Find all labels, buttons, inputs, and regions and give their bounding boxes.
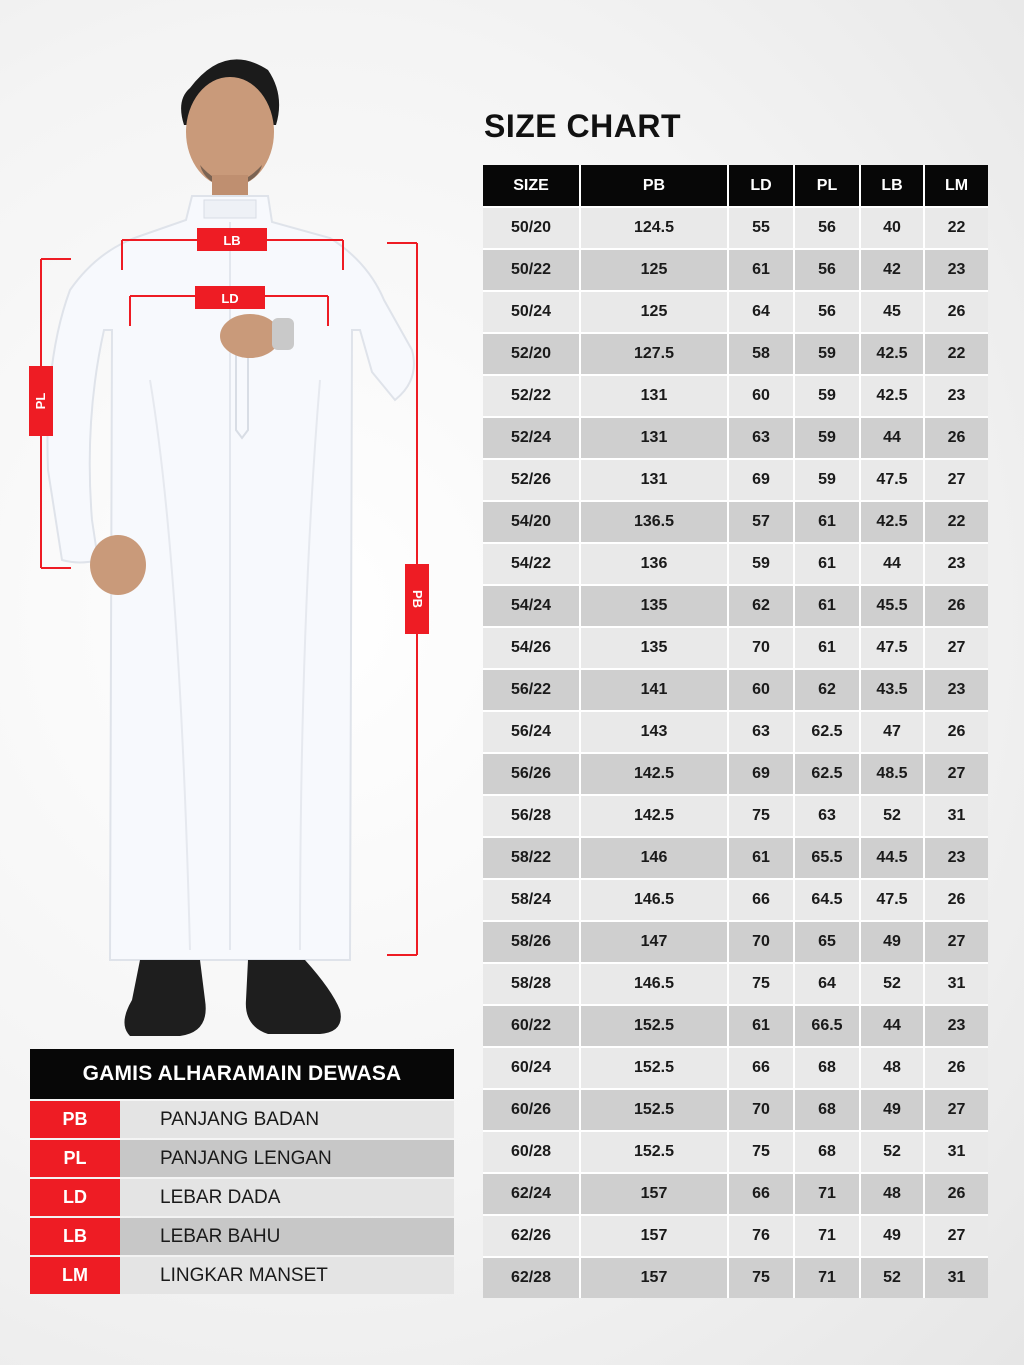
cell-lm: 23 — [924, 375, 988, 417]
cell-size: 52/20 — [483, 333, 580, 375]
cell-lm: 26 — [924, 1173, 988, 1215]
legend-code: LB — [30, 1218, 120, 1255]
cell-ld: 61 — [728, 1005, 794, 1047]
cell-pb: 157 — [580, 1173, 728, 1215]
cell-lb: 52 — [860, 1257, 924, 1298]
cell-pb: 152.5 — [580, 1131, 728, 1173]
cell-lm: 27 — [924, 1215, 988, 1257]
cell-pb: 157 — [580, 1257, 728, 1298]
lb-label: LB — [223, 233, 241, 248]
cell-size: 60/28 — [483, 1131, 580, 1173]
cell-size: 52/24 — [483, 417, 580, 459]
pl-label: PL — [33, 392, 48, 410]
cell-lm: 22 — [924, 501, 988, 543]
cell-lm: 26 — [924, 417, 988, 459]
cell-lm: 23 — [924, 249, 988, 291]
cell-lm: 26 — [924, 585, 988, 627]
legend-row-pl — [30, 1140, 454, 1177]
cell-size: 54/22 — [483, 543, 580, 585]
cell-pb: 124.5 — [580, 207, 728, 249]
table-row — [483, 333, 988, 375]
cell-size: 58/22 — [483, 837, 580, 879]
cell-ld: 75 — [728, 1257, 794, 1298]
cell-pl: 59 — [794, 459, 860, 501]
cell-pl: 62.5 — [794, 711, 860, 753]
cell-lb: 47.5 — [860, 627, 924, 669]
cell-pl: 65 — [794, 921, 860, 963]
cell-ld: 66 — [728, 1173, 794, 1215]
cell-pb: 147 — [580, 921, 728, 963]
cell-lm: 27 — [924, 753, 988, 795]
cell-ld: 60 — [728, 669, 794, 711]
cell-lm: 23 — [924, 837, 988, 879]
table-row — [483, 1173, 988, 1215]
cell-lb: 44 — [860, 543, 924, 585]
cell-lb: 44.5 — [860, 837, 924, 879]
cell-lm: 27 — [924, 921, 988, 963]
cell-pl: 71 — [794, 1173, 860, 1215]
table-row — [483, 1047, 988, 1089]
cell-ld: 59 — [728, 543, 794, 585]
cell-lb: 42.5 — [860, 375, 924, 417]
cell-lm: 27 — [924, 627, 988, 669]
cell-lm: 22 — [924, 207, 988, 249]
table-row — [483, 1257, 988, 1298]
cell-ld: 61 — [728, 249, 794, 291]
table-row — [483, 627, 988, 669]
cell-size: 62/26 — [483, 1215, 580, 1257]
table-row — [483, 1089, 988, 1131]
cell-pb: 146.5 — [580, 963, 728, 1005]
legend-code: PL — [30, 1140, 120, 1177]
cell-ld: 70 — [728, 1089, 794, 1131]
cell-pl: 59 — [794, 333, 860, 375]
cell-pb: 127.5 — [580, 333, 728, 375]
cell-lb: 48.5 — [860, 753, 924, 795]
cell-ld: 70 — [728, 921, 794, 963]
cell-lm: 27 — [924, 459, 988, 501]
cell-lb: 45.5 — [860, 585, 924, 627]
cell-size: 58/28 — [483, 963, 580, 1005]
table-row — [483, 669, 988, 711]
page-title: SIZE CHART — [484, 108, 681, 144]
cell-pb: 125 — [580, 249, 728, 291]
cell-pb: 142.5 — [580, 753, 728, 795]
cell-pl: 62.5 — [794, 753, 860, 795]
table-row — [483, 963, 988, 1005]
cell-size: 62/28 — [483, 1257, 580, 1298]
cell-pb: 146 — [580, 837, 728, 879]
cell-ld: 75 — [728, 795, 794, 837]
cell-pb: 131 — [580, 417, 728, 459]
legend-label: LEBAR BAHU — [120, 1218, 454, 1255]
cell-ld: 63 — [728, 417, 794, 459]
cell-pl: 56 — [794, 249, 860, 291]
table-row — [483, 1131, 988, 1173]
table-row — [483, 795, 988, 837]
cell-pl: 63 — [794, 795, 860, 837]
cell-lm: 31 — [924, 1131, 988, 1173]
cell-size: 54/24 — [483, 585, 580, 627]
cell-pl: 68 — [794, 1047, 860, 1089]
cell-pl: 56 — [794, 291, 860, 333]
cell-lb: 42.5 — [860, 333, 924, 375]
header-pl: PL — [794, 165, 860, 207]
header-size: SIZE — [483, 165, 580, 207]
cell-lb: 48 — [860, 1173, 924, 1215]
cell-lm: 23 — [924, 543, 988, 585]
cell-lb: 42.5 — [860, 501, 924, 543]
cell-pl: 65.5 — [794, 837, 860, 879]
cell-size: 58/24 — [483, 879, 580, 921]
ld-label: LD — [221, 291, 239, 306]
legend-row-ld — [30, 1179, 454, 1216]
table-row — [483, 417, 988, 459]
size-chart-table — [483, 165, 988, 1298]
legend-code: LD — [30, 1179, 120, 1216]
cell-pl: 71 — [794, 1215, 860, 1257]
cell-pl: 56 — [794, 207, 860, 249]
legend-row-lb — [30, 1218, 454, 1255]
header-lb: LB — [860, 165, 924, 207]
cell-pl: 59 — [794, 375, 860, 417]
cell-pb: 131 — [580, 459, 728, 501]
header-ld: LD — [728, 165, 794, 207]
cell-size: 50/22 — [483, 249, 580, 291]
cell-size: 52/22 — [483, 375, 580, 417]
legend-label: PANJANG BADAN — [120, 1101, 454, 1138]
cell-pl: 66.5 — [794, 1005, 860, 1047]
cell-pb: 131 — [580, 375, 728, 417]
cell-ld: 58 — [728, 333, 794, 375]
cell-size: 56/28 — [483, 795, 580, 837]
cell-pb: 141 — [580, 669, 728, 711]
cell-ld: 70 — [728, 627, 794, 669]
table-row — [483, 249, 988, 291]
cell-pb: 136.5 — [580, 501, 728, 543]
model-figure — [0, 40, 470, 1040]
cell-lb: 47.5 — [860, 459, 924, 501]
cell-ld: 61 — [728, 837, 794, 879]
cell-size: 56/22 — [483, 669, 580, 711]
cell-lm: 27 — [924, 1089, 988, 1131]
legend-row-pb — [30, 1101, 454, 1138]
cell-lb: 49 — [860, 921, 924, 963]
legend-title: GAMIS ALHARAMAIN DEWASA — [30, 1049, 454, 1099]
cell-lm: 26 — [924, 1047, 988, 1089]
header-pb: PB — [580, 165, 728, 207]
table-row — [483, 837, 988, 879]
table-row — [483, 375, 988, 417]
cell-ld: 66 — [728, 879, 794, 921]
table-row — [483, 1215, 988, 1257]
cell-ld: 66 — [728, 1047, 794, 1089]
model-shoes — [124, 960, 340, 1036]
cell-ld: 69 — [728, 753, 794, 795]
table-row — [483, 711, 988, 753]
cell-lm: 26 — [924, 711, 988, 753]
cell-lm: 26 — [924, 291, 988, 333]
cell-size: 62/24 — [483, 1173, 580, 1215]
cell-lb: 47 — [860, 711, 924, 753]
table-row — [483, 1005, 988, 1047]
cell-pl: 68 — [794, 1131, 860, 1173]
cell-size: 60/26 — [483, 1089, 580, 1131]
cell-lm: 23 — [924, 669, 988, 711]
cell-size: 58/26 — [483, 921, 580, 963]
cell-lb: 47.5 — [860, 879, 924, 921]
cell-ld: 64 — [728, 291, 794, 333]
table-row — [483, 543, 988, 585]
cell-lb: 45 — [860, 291, 924, 333]
cell-pb: 146.5 — [580, 879, 728, 921]
cell-pl: 61 — [794, 543, 860, 585]
cell-size: 54/26 — [483, 627, 580, 669]
cell-size: 54/20 — [483, 501, 580, 543]
cell-pb: 135 — [580, 585, 728, 627]
legend-box — [30, 1049, 454, 1294]
cell-lb: 43.5 — [860, 669, 924, 711]
legend-row-lm — [30, 1257, 454, 1294]
header-lm: LM — [924, 165, 988, 207]
cell-size: 56/24 — [483, 711, 580, 753]
cell-lb: 52 — [860, 963, 924, 1005]
cell-pb: 152.5 — [580, 1005, 728, 1047]
cell-pb: 143 — [580, 711, 728, 753]
legend-label: LINGKAR MANSET — [120, 1257, 454, 1294]
cell-lb: 44 — [860, 1005, 924, 1047]
cell-pl: 64.5 — [794, 879, 860, 921]
cell-pb: 142.5 — [580, 795, 728, 837]
table-row — [483, 501, 988, 543]
pb-label: PB — [410, 589, 425, 609]
cell-ld: 63 — [728, 711, 794, 753]
table-row — [483, 207, 988, 249]
cell-size: 60/22 — [483, 1005, 580, 1047]
cell-size: 60/24 — [483, 1047, 580, 1089]
cell-ld: 75 — [728, 1131, 794, 1173]
table-row — [483, 291, 988, 333]
legend-code: PB — [30, 1101, 120, 1138]
cell-ld: 55 — [728, 207, 794, 249]
cell-lb: 52 — [860, 1131, 924, 1173]
model-head — [181, 59, 279, 207]
cell-pl: 61 — [794, 501, 860, 543]
cell-lb: 48 — [860, 1047, 924, 1089]
cell-lm: 31 — [924, 795, 988, 837]
cell-lb: 49 — [860, 1089, 924, 1131]
cell-pl: 64 — [794, 963, 860, 1005]
cell-size: 50/24 — [483, 291, 580, 333]
cell-ld: 75 — [728, 963, 794, 1005]
table-body — [483, 207, 988, 1298]
cell-pb: 135 — [580, 627, 728, 669]
cell-pb: 125 — [580, 291, 728, 333]
legend-code: LM — [30, 1257, 120, 1294]
table-row — [483, 585, 988, 627]
cell-pl: 62 — [794, 669, 860, 711]
cell-ld: 76 — [728, 1215, 794, 1257]
cell-size: 50/20 — [483, 207, 580, 249]
cell-ld: 69 — [728, 459, 794, 501]
table-header-row — [483, 165, 988, 207]
cell-lm: 31 — [924, 1257, 988, 1298]
table-row — [483, 879, 988, 921]
table-row — [483, 459, 988, 501]
cell-ld: 57 — [728, 501, 794, 543]
cell-pb: 152.5 — [580, 1047, 728, 1089]
cell-lb: 40 — [860, 207, 924, 249]
cell-ld: 60 — [728, 375, 794, 417]
cell-pl: 61 — [794, 627, 860, 669]
cell-size: 52/26 — [483, 459, 580, 501]
cell-lm: 31 — [924, 963, 988, 1005]
cell-pb: 136 — [580, 543, 728, 585]
cell-pl: 68 — [794, 1089, 860, 1131]
cell-pb: 157 — [580, 1215, 728, 1257]
cell-lb: 42 — [860, 249, 924, 291]
cell-lb: 44 — [860, 417, 924, 459]
legend-label: PANJANG LENGAN — [120, 1140, 454, 1177]
cell-pl: 59 — [794, 417, 860, 459]
cell-size: 56/26 — [483, 753, 580, 795]
cell-lm: 26 — [924, 879, 988, 921]
cell-ld: 62 — [728, 585, 794, 627]
cell-pb: 152.5 — [580, 1089, 728, 1131]
cell-lm: 22 — [924, 333, 988, 375]
table-row — [483, 921, 988, 963]
cell-lb: 52 — [860, 795, 924, 837]
table-row — [483, 753, 988, 795]
cell-lm: 23 — [924, 1005, 988, 1047]
legend-label: LEBAR DADA — [120, 1179, 454, 1216]
cell-pl: 61 — [794, 585, 860, 627]
cell-pl: 71 — [794, 1257, 860, 1298]
cell-lb: 49 — [860, 1215, 924, 1257]
